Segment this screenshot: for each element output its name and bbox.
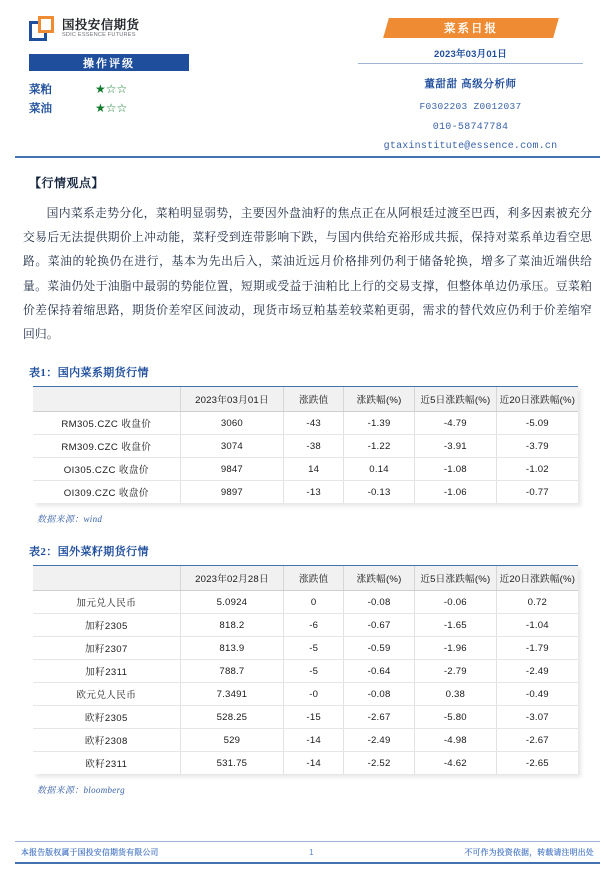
table1-r1-c1: 3074 — [180, 435, 284, 458]
logo-wordmark — [62, 19, 139, 39]
table2-r1-c2: -6 — [284, 614, 344, 637]
table1-r1-c0: RM309.CZC 收盘价 — [33, 435, 180, 458]
table-row — [33, 435, 578, 458]
rating-list — [29, 79, 265, 117]
analyst-name: 董甜甜 高级分析师 — [424, 78, 517, 90]
table1-r0-c0: RM305.CZC 收盘价 — [33, 412, 180, 435]
table1-r3-c2: -13 — [284, 481, 344, 504]
table2-r2-c0: 加籽2307 — [33, 637, 180, 660]
table1-r2-c2: 14 — [284, 458, 344, 481]
table2-col-1: 2023年02月28日 — [180, 566, 284, 591]
table2-r2-c5: -1.79 — [496, 637, 578, 660]
table2-col-2: 涨跌值 — [284, 566, 344, 591]
rating-stars-caibo: ★☆☆ — [95, 81, 128, 96]
table1-header-row — [33, 387, 578, 412]
table2-r7-c1: 531.75 — [180, 752, 284, 775]
table2-r4-c5: -0.49 — [496, 683, 578, 706]
table2-r7-c5: -2.65 — [525, 757, 549, 769]
table2-r7-c3: -2.52 — [344, 752, 415, 775]
table2-r5-c1: 528.25 — [180, 706, 284, 729]
table1-col-5: 近20日涨跌幅(%) — [496, 387, 578, 412]
table2-r6-c3: -2.49 — [344, 729, 415, 752]
footer-page-number: 1 — [309, 848, 314, 857]
table2-r7-c4: -4.62 — [414, 752, 496, 775]
table2-col-0 — [33, 566, 180, 591]
contact-email: gtaxinstitute@essence.com.cn — [383, 141, 558, 152]
table2-r3-c1: 788.7 — [180, 660, 284, 683]
table1-r0-c3: -1.39 — [344, 412, 415, 435]
table-row — [33, 683, 578, 706]
table2-r7-c2: -14 — [284, 752, 344, 775]
viewpoint-body: 国内菜系走势分化，菜粕明显弱势，主要因外盘油籽的焦点正在从阿根廷过渡至巴西，利多因素被充分交易后无法提供期价上冲动能，菜籽受到连带影响下跌，与国内供给充裕形成共振，保持对菜系单边看空思路。菜油的轮换仍在进行，基本为先出后入，菜油近远月价格排列仍利于储备轮换，增多了菜油近端供给量。菜油仍处于油脂中最弱的势能位置，短期或受益于油粕比上行的交易支撑，但整体单边仍承压。豆菜粕价差保持着缩思路，期货价差窄区间波动，现货市场豆粕基差较菜粕更弱，需求的替代效应仍利于价差缩窄回归。 — [23, 206, 592, 341]
table2-wrapper — [33, 565, 578, 774]
table2-r1-c5: -1.04 — [496, 614, 578, 637]
report-type-banner — [383, 18, 559, 38]
table2-r5-c5: -3.07 — [496, 706, 578, 729]
table-row — [33, 481, 578, 504]
footer-content — [15, 847, 600, 862]
table1-r2-c4: -1.08 — [414, 458, 496, 481]
table2-source: 数据来源：bloomberg — [37, 785, 125, 796]
analyst-certificate: F0302203 Z0012037 — [419, 101, 522, 112]
table2-r2-c3: -0.59 — [344, 637, 415, 660]
table2-r3-c3: -0.64 — [344, 660, 415, 683]
table1-wrapper — [33, 386, 578, 503]
table-row — [33, 706, 578, 729]
table1-r1-c3: -1.22 — [344, 435, 415, 458]
table2-r6-c1: 529 — [180, 729, 284, 752]
table-row — [33, 412, 578, 435]
table2-title: 表2：国外菜籽期货行情 — [29, 546, 149, 559]
rating-name-caiyou: 菜油 — [29, 102, 52, 115]
table2-r6-c2: -14 — [284, 729, 344, 752]
table2-r0-c3: -0.08 — [344, 591, 415, 614]
table1-r3-c4: -1.06 — [414, 481, 496, 504]
header-left-block — [15, 16, 265, 117]
logo-square-icon — [29, 16, 55, 42]
table1-r2-c3: 0.14 — [344, 458, 415, 481]
table1-source: 数据来源：wind — [37, 514, 103, 525]
table2-r5-c0: 欧籽2305 — [33, 706, 180, 729]
footer-divider-top — [15, 841, 600, 842]
table-row — [33, 591, 578, 614]
table1-r2-c5: -1.02 — [496, 458, 578, 481]
logo-name-cn: 国投安信期货 — [62, 17, 140, 32]
table1-r0-c2: -43 — [284, 412, 344, 435]
table2-r4-c2: -0 — [284, 683, 344, 706]
table2-r4-c4: 0.38 — [414, 683, 496, 706]
table2-col-3: 涨跌幅(%) — [344, 566, 415, 591]
table-row — [33, 637, 578, 660]
table2-r7-c0: 欧籽2311 — [33, 752, 180, 775]
table-row — [33, 729, 578, 752]
table2-r1-c3: -0.67 — [344, 614, 415, 637]
table-row — [33, 752, 578, 775]
table1-r3-c0: OI309.CZC 收盘价 — [33, 481, 180, 504]
table2-r2-c4: -1.96 — [414, 637, 496, 660]
table1-r1-c5: -3.79 — [496, 435, 578, 458]
table2-r0-c2: 0 — [284, 591, 344, 614]
table1-r0-c5: -5.09 — [496, 412, 578, 435]
table2-r1-c1: 818.2 — [180, 614, 284, 637]
table2-r6-c4: -4.98 — [414, 729, 496, 752]
table1-col-3: 涨跌幅(%) — [344, 387, 415, 412]
table1 — [33, 387, 578, 503]
table2-r6-c5: -2.67 — [496, 729, 578, 752]
table2-r4-c0: 欧元兑人民币 — [33, 683, 180, 706]
table2-r4-c1: 7.3491 — [180, 683, 284, 706]
table2-r0-c5: 0.72 — [496, 591, 578, 614]
report-date: 2023年03月01日 — [358, 46, 583, 64]
table1-r2-c0: OI305.CZC 收盘价 — [33, 458, 180, 481]
rating-name-caibo: 菜粕 — [29, 83, 52, 96]
page-footer — [15, 841, 600, 864]
company-logo — [15, 16, 265, 42]
table2-r2-c2: -5 — [284, 637, 344, 660]
table1-r1-c4: -3.91 — [414, 435, 496, 458]
footer-divider-bottom — [15, 862, 600, 864]
table2-r5-c2: -15 — [284, 706, 344, 729]
rating-stars-caiyou: ★☆☆ — [95, 100, 128, 115]
table2 — [33, 566, 578, 774]
table1-r3-c5: -0.77 — [525, 486, 549, 498]
logo-name-en: SDIC ESSENCE FUTURES — [62, 32, 136, 39]
table2-r3-c5: -2.49 — [496, 660, 578, 683]
table2-r6-c0: 欧籽2308 — [33, 729, 180, 752]
table-row — [33, 458, 578, 481]
table2-r3-c0: 加籽2311 — [33, 660, 180, 683]
table2-r5-c3: -2.67 — [344, 706, 415, 729]
table2-r2-c1: 813.9 — [180, 637, 284, 660]
table2-header-row — [33, 566, 578, 591]
table1-r3-c1: 9897 — [180, 481, 284, 504]
table1-r1-c2: -38 — [284, 435, 344, 458]
rating-bar-title: 操作评级 — [29, 54, 189, 71]
table2-r3-c4: -2.79 — [414, 660, 496, 683]
table1-col-4: 近5日涨跌幅(%) — [414, 387, 496, 412]
table2-col-5: 近20日涨跌幅(%) — [496, 566, 578, 591]
table1-r2-c1: 9847 — [180, 458, 284, 481]
contact-phone: 010-58747784 — [432, 122, 509, 133]
footer-disclaimer: 不可作为投资依据，转载请注明出处 — [464, 848, 594, 857]
header-divider — [15, 156, 600, 158]
table2-r4-c3: -0.08 — [344, 683, 415, 706]
table1-col-2: 涨跌值 — [284, 387, 344, 412]
table-row — [33, 660, 578, 683]
table2-r1-c4: -1.65 — [414, 614, 496, 637]
table2-r0-c4: -0.06 — [414, 591, 496, 614]
footer-copyright: 本报告版权属于国投安信期货有限公司 — [21, 848, 159, 857]
rating-row-caiyou — [29, 98, 265, 117]
viewpoint-title: 【行情观点】 — [29, 176, 105, 190]
header-right-block — [343, 16, 600, 152]
table-row — [33, 614, 578, 637]
rating-row-caibo — [29, 79, 265, 98]
table2-r0-c1: 5.0924 — [180, 591, 284, 614]
table2-r5-c4: -5.80 — [414, 706, 496, 729]
report-type-label: 菜系日报 — [443, 23, 498, 35]
report-header — [15, 0, 600, 150]
table1-title: 表1：国内菜系期货行情 — [29, 367, 149, 380]
table1-r3-c3: -0.13 — [344, 481, 415, 504]
table1-col-0 — [33, 387, 180, 412]
table1-r0-c1: 3060 — [180, 412, 284, 435]
table2-r1-c0: 加籽2305 — [33, 614, 180, 637]
table2-r0-c0: 加元兑人民币 — [33, 591, 180, 614]
table1-col-1: 2023年03月01日 — [180, 387, 284, 412]
table2-col-4: 近5日涨跌幅(%) — [414, 566, 496, 591]
table2-r3-c2: -5 — [284, 660, 344, 683]
table1-r0-c4: -4.79 — [414, 412, 496, 435]
